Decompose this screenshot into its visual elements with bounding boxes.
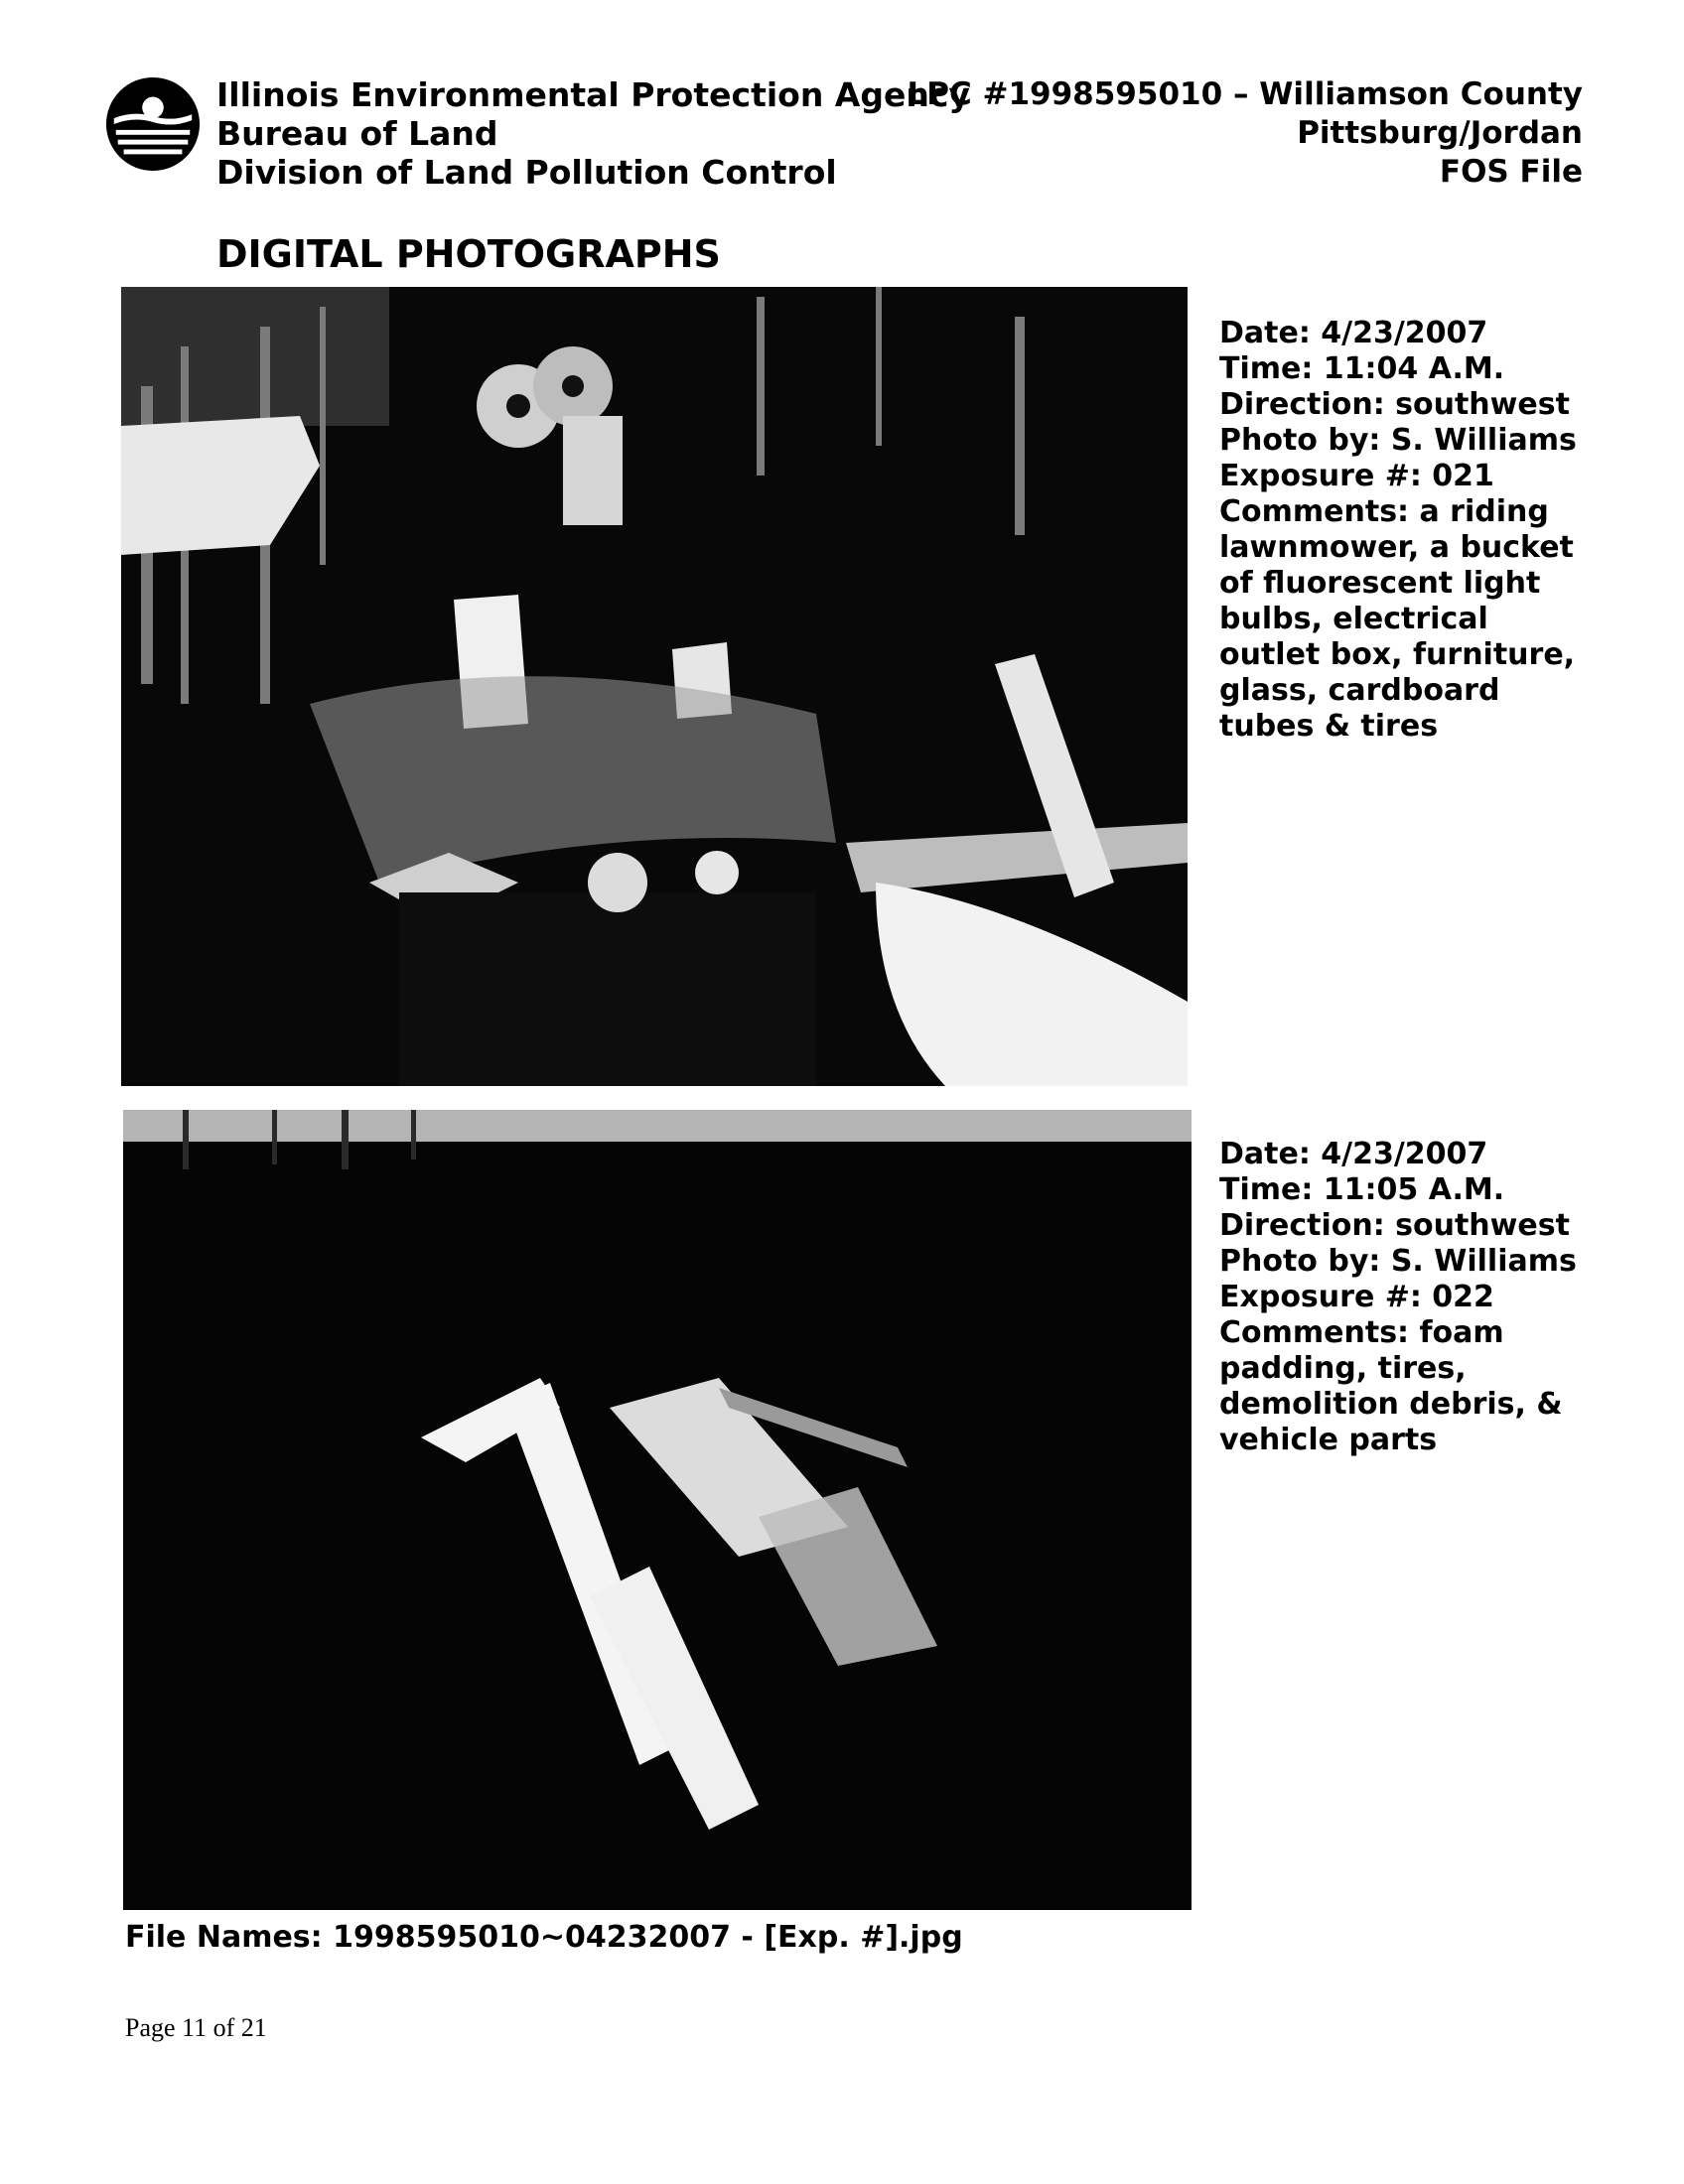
photo-1 <box>121 287 1188 1086</box>
bureau-name: Bureau of Land <box>216 114 498 153</box>
agency-name: Illinois Environmental Protection Agency <box>216 75 970 114</box>
photo-1-date: Date: 4/23/2007 <box>1219 316 1488 350</box>
photo-2-date: Date: 4/23/2007 <box>1219 1137 1488 1171</box>
photo-2-photographer: Photo by: S. Williams <box>1219 1244 1577 1279</box>
file-names: File Names: 1998595010~04232007 - [Exp. #].jpg <box>125 1920 963 1955</box>
illinois-epa-logo-icon <box>104 75 202 173</box>
photo-2-direction: Direction: southwest <box>1219 1208 1570 1243</box>
photo-1-exposure: Exposure #: 021 <box>1219 459 1494 493</box>
photo-1-details <box>1219 316 1597 745</box>
photo-1-comments: Comments: a riding lawnmower, a bucket of fluorescent light bulbs, electrical outlet box, furniture, glass, cardboard tubes & tires <box>1219 494 1576 744</box>
lpc-header <box>907 75 1583 192</box>
photo-2-details <box>1219 1137 1597 1458</box>
photo-1-time: Time: 11:04 A.M. <box>1219 351 1505 386</box>
section-title: DIGITAL PHOTOGRAPHS <box>216 232 721 276</box>
photo-2 <box>123 1110 1192 1910</box>
photo-2-comments: Comments: foam padding, tires, demolition debris, & vehicle parts <box>1219 1315 1563 1457</box>
photo-2-exposure: Exposure #: 022 <box>1219 1280 1494 1314</box>
photo-2-time: Time: 11:05 A.M. <box>1219 1172 1505 1207</box>
file-type: FOS File <box>1439 154 1583 190</box>
photo-1-photographer: Photo by: S. Williams <box>1219 423 1577 458</box>
division-name: Division of Land Pollution Control <box>216 153 837 192</box>
photo-1-direction: Direction: southwest <box>1219 387 1570 422</box>
lpc-number: LPC #1998595010 – Williamson County <box>907 76 1583 112</box>
site-location: Pittsburg/Jordan <box>1297 115 1583 151</box>
page-number: Page 11 of 21 <box>125 2013 267 2042</box>
agency-header <box>216 75 970 192</box>
